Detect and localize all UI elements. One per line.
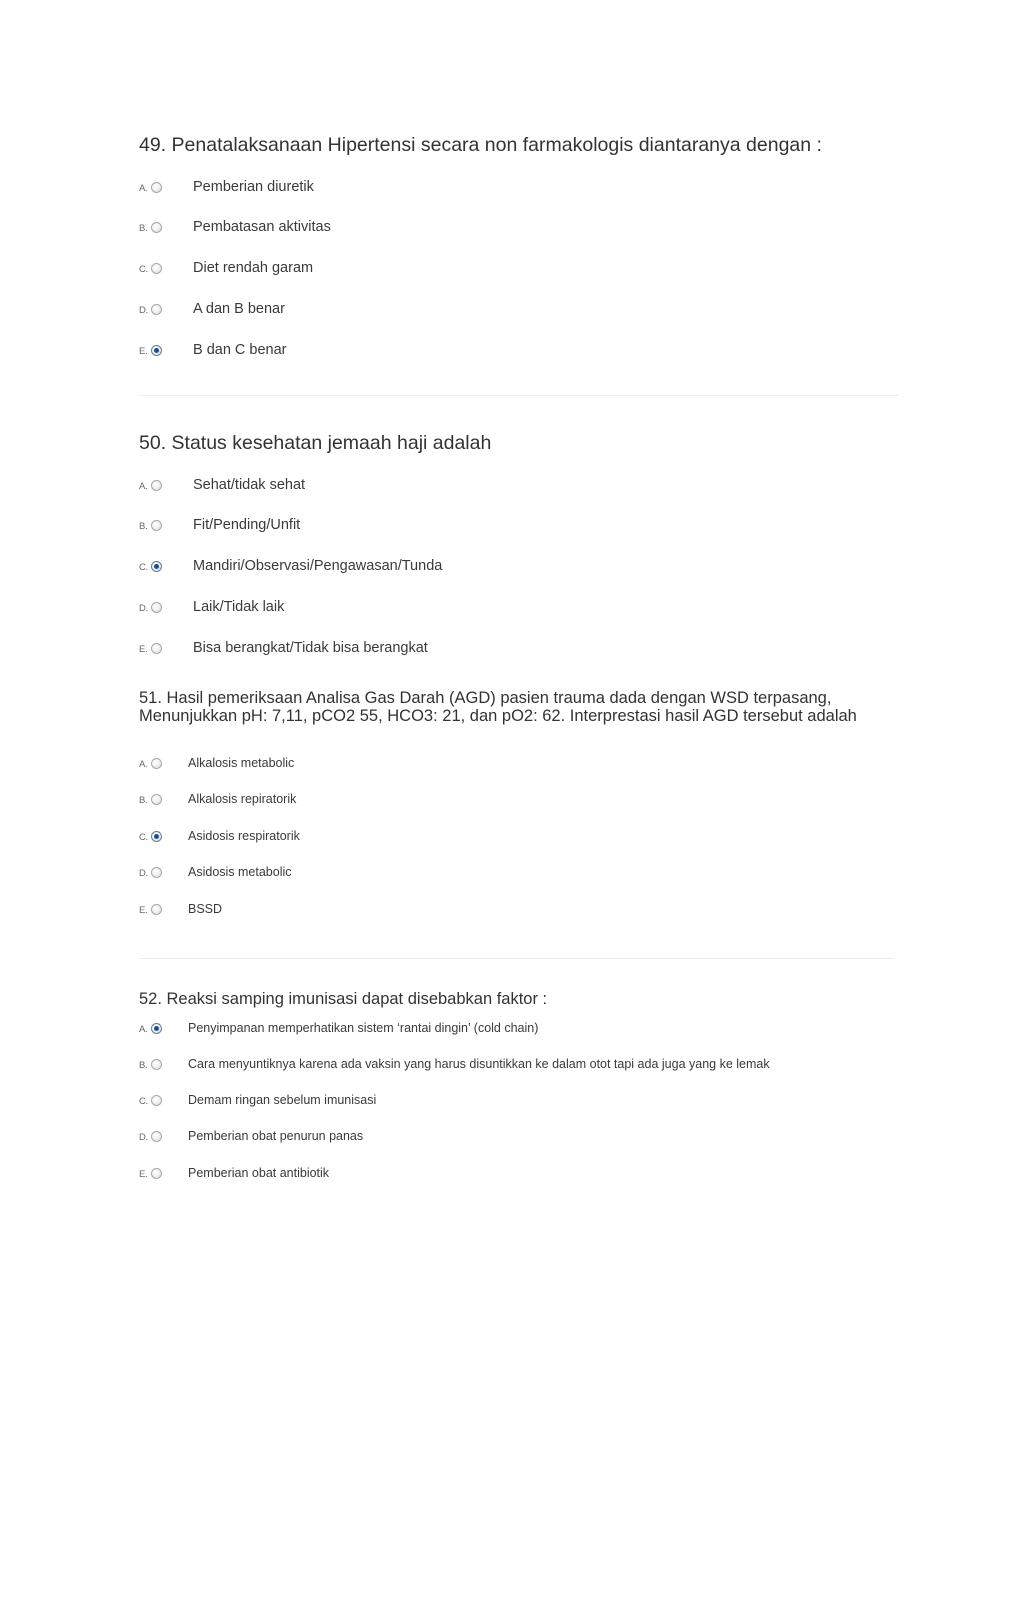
option-letter: C. [139, 562, 148, 573]
option-letter: D. [139, 305, 148, 316]
option-letter: D. [139, 1132, 148, 1143]
radio-button[interactable] [151, 794, 162, 805]
option-label: Asidosis respiratorik [188, 829, 300, 843]
question-50 [139, 432, 899, 656]
option-letter: A. [139, 183, 148, 194]
option-letter: E. [139, 644, 148, 655]
option-letter: B. [139, 795, 148, 806]
option-a[interactable] [139, 1018, 539, 1038]
option-d[interactable] [139, 597, 285, 617]
radio-button-selected[interactable] [151, 345, 162, 356]
option-letter: A. [139, 481, 148, 492]
option-label: A dan B benar [193, 301, 285, 317]
question-title: 50. Status kesehatan jemaah haji adalah [139, 432, 492, 454]
option-c[interactable] [139, 556, 443, 576]
question-title: 52. Reaksi samping imunisasi dapat disebabkan faktor : [139, 990, 548, 1008]
option-label: Mandiri/Observasi/Pengawasan/Tunda [193, 558, 443, 574]
option-label: Pembatasan aktivitas [193, 219, 331, 235]
option-d[interactable] [139, 299, 285, 319]
option-label: Diet rendah garam [193, 260, 314, 276]
option-letter: A. [139, 1024, 148, 1035]
option-label: Cara menyuntiknya karena ada vaksin yang harus disuntikkan ke dalam otot tapi ada juga yang ke lemak [188, 1057, 770, 1071]
option-a[interactable] [139, 177, 314, 197]
option-c[interactable] [139, 258, 314, 278]
radio-button[interactable] [151, 1059, 162, 1070]
option-label: Fit/Pending/Unfit [193, 517, 301, 533]
option-b[interactable] [139, 789, 297, 809]
option-b[interactable] [139, 1054, 770, 1074]
option-e[interactable] [139, 1163, 330, 1183]
radio-button[interactable] [151, 480, 162, 491]
radio-button[interactable] [151, 263, 162, 274]
option-letter: B. [139, 223, 148, 234]
option-letter: A. [139, 759, 148, 770]
question-title: 49. Penatalaksanaan Hipertensi secara non farmakologis diantaranya dengan : [139, 134, 822, 156]
option-label: Laik/Tidak laik [193, 599, 285, 615]
option-b[interactable] [139, 217, 331, 237]
option-label: Penyimpanan memperhatikan sistem ‘rantai dingin’ (cold chain) [188, 1021, 539, 1035]
radio-button[interactable] [151, 304, 162, 315]
option-label: Pemberian obat penurun panas [188, 1129, 364, 1143]
option-letter: E. [139, 905, 148, 916]
radio-button[interactable] [151, 1168, 162, 1179]
option-label: Pemberian diuretik [193, 179, 314, 195]
question-divider [139, 958, 894, 959]
option-letter: B. [139, 1060, 148, 1071]
radio-button[interactable] [151, 182, 162, 193]
option-letter: C. [139, 832, 148, 843]
radio-button[interactable] [151, 758, 162, 769]
question-divider [139, 395, 899, 396]
radio-button[interactable] [151, 1095, 162, 1106]
option-c[interactable] [139, 826, 300, 846]
option-letter: C. [139, 264, 148, 275]
radio-button-selected[interactable] [151, 831, 162, 842]
option-label: Bisa berangkat/Tidak bisa berangkat [193, 640, 428, 656]
option-label: Alkalosis metabolic [188, 756, 295, 770]
question-52 [139, 990, 899, 1180]
radio-button-selected[interactable] [151, 561, 162, 572]
option-d[interactable] [139, 1126, 364, 1146]
option-letter: B. [139, 521, 148, 532]
radio-button[interactable] [151, 904, 162, 915]
option-label: B dan C benar [193, 342, 287, 358]
radio-button[interactable] [151, 222, 162, 233]
option-a[interactable] [139, 475, 306, 495]
option-letter: C. [139, 1096, 148, 1107]
option-d[interactable] [139, 862, 292, 882]
option-label: Asidosis metabolic [188, 865, 292, 879]
question-title: 51. Hasil pemeriksaan Analisa Gas Darah (AGD) pasien trauma dada dengan WSD terpasang, Menunjukkan pH: 7,11, pCO2 55, HCO3: 21, dan pO2: 62. Interprestasi hasil AGD tersebut adalah [139, 689, 857, 725]
radio-button[interactable] [151, 1131, 162, 1142]
option-letter: D. [139, 603, 148, 614]
radio-button-selected[interactable] [151, 1023, 162, 1034]
option-label: Demam ringan sebelum imunisasi [188, 1093, 377, 1107]
radio-button[interactable] [151, 602, 162, 613]
option-letter: E. [139, 346, 148, 357]
option-letter: E. [139, 1169, 148, 1180]
option-e[interactable] [139, 340, 287, 360]
option-c[interactable] [139, 1090, 377, 1110]
option-e[interactable] [139, 638, 428, 658]
option-label: BSSD [188, 902, 223, 916]
option-label: Sehat/tidak sehat [193, 477, 306, 493]
option-letter: D. [139, 868, 148, 879]
question-49 [139, 134, 899, 358]
option-a[interactable] [139, 753, 295, 773]
question-51 [139, 689, 899, 916]
radio-button[interactable] [151, 643, 162, 654]
option-label: Alkalosis repiratorik [188, 792, 297, 806]
option-b[interactable] [139, 515, 301, 535]
radio-button[interactable] [151, 520, 162, 531]
radio-button[interactable] [151, 867, 162, 878]
option-e[interactable] [139, 899, 223, 919]
option-label: Pemberian obat antibiotik [188, 1166, 330, 1180]
